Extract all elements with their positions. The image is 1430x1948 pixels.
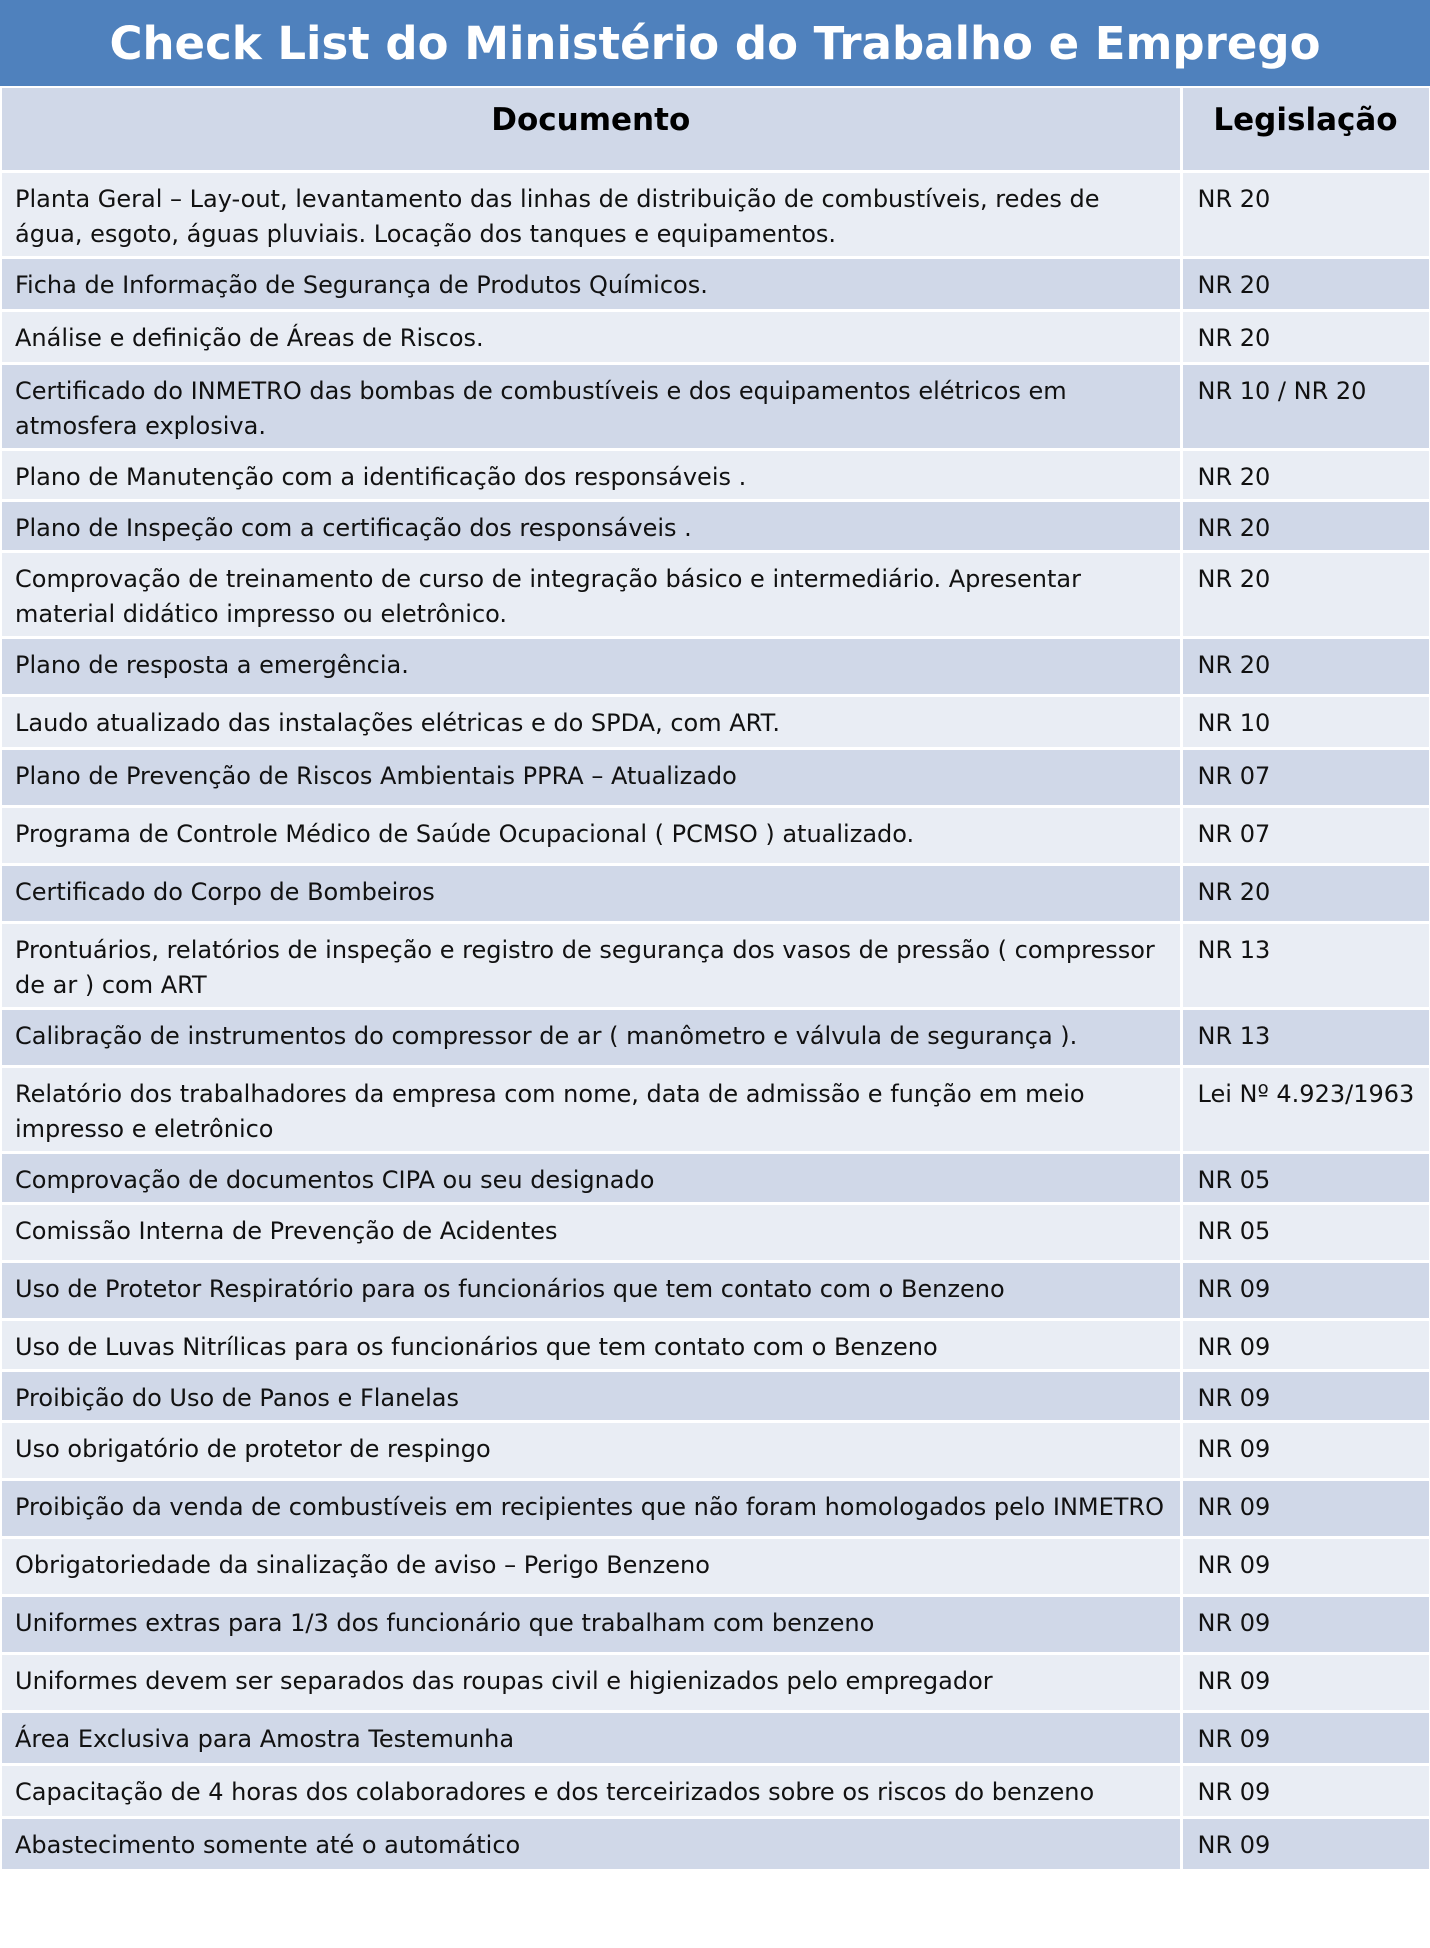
legislacao-cell: NR 10 / NR 20 [1181, 363, 1430, 449]
table-row [2, 363, 1430, 449]
documento-cell: Plano de resposta a emergência. [2, 637, 1181, 695]
documento-cell: Comprovação de documentos CIPA ou seu designado [2, 1152, 1181, 1203]
table-row [2, 1152, 1430, 1203]
legislacao-cell: NR 09 [1181, 1319, 1430, 1370]
table-row [2, 171, 1430, 257]
legislacao-cell: NR 20 [1181, 637, 1430, 695]
documento-cell: Capacitação de 4 horas dos colaboradores e dos terceirizados sobre os riscos do benzeno [2, 1764, 1181, 1817]
table-row [2, 1008, 1430, 1066]
documento-cell: Uso obrigatório de protetor de respingo [2, 1421, 1181, 1479]
documento-cell: Comissão Interna de Prevenção de Acidentes [2, 1203, 1181, 1261]
legislacao-cell: NR 20 [1181, 310, 1430, 363]
documento-cell: Proibição do Uso de Panos e Flanelas [2, 1370, 1181, 1421]
legislacao-cell: NR 09 [1181, 1479, 1430, 1537]
table-row [2, 1764, 1430, 1817]
legislacao-cell: NR 09 [1181, 1537, 1430, 1595]
documento-cell: Certificado do INMETRO das bombas de combustíveis e dos equipamentos elétricos em atmosfera explosiva. [2, 363, 1181, 449]
documento-cell: Comprovação de treinamento de curso de integração básico e intermediário. Apresentar material didático impresso ou eletrônico. [2, 551, 1181, 637]
documento-cell: Uso de Luvas Nitrílicas para os funcionários que tem contato com o Benzeno [2, 1319, 1181, 1370]
table-row [2, 637, 1430, 695]
table-row [2, 257, 1430, 310]
legislacao-cell: NR 20 [1181, 171, 1430, 257]
legislacao-cell: NR 09 [1181, 1653, 1430, 1711]
legislacao-cell: NR 20 [1181, 257, 1430, 310]
documento-cell: Análise e definição de Áreas de Riscos. [2, 310, 1181, 363]
legislacao-cell: NR 07 [1181, 748, 1430, 806]
column-header-documento: Documento [2, 88, 1181, 171]
column-header-legislacao: Legislação [1181, 88, 1430, 171]
documento-cell: Uniformes extras para 1/3 dos funcionário que trabalham com benzeno [2, 1595, 1181, 1653]
table-row [2, 1370, 1430, 1421]
documento-cell: Plano de Prevenção de Riscos Ambientais PPRA – Atualizado [2, 748, 1181, 806]
legislacao-cell: NR 05 [1181, 1203, 1430, 1261]
documento-cell: Prontuários, relatórios de inspeção e registro de segurança dos vasos de pressão ( compressor de ar ) com ART [2, 922, 1181, 1008]
table-row [2, 748, 1430, 806]
table-row [2, 1421, 1430, 1479]
table-row [2, 500, 1430, 551]
table-row [2, 864, 1430, 922]
legislacao-cell: NR 20 [1181, 864, 1430, 922]
documento-cell: Planta Geral – Lay-out, levantamento das linhas de distribuição de combustíveis, redes de água, esgoto, águas pluviais. Locação dos tanques e equipamentos. [2, 171, 1181, 257]
table-row [2, 1817, 1430, 1870]
documento-cell: Programa de Controle Médico de Saúde Ocupacional ( PCMSO ) atualizado. [2, 806, 1181, 864]
table-row [2, 449, 1430, 500]
table-row [2, 1595, 1430, 1653]
legislacao-cell: Lei Nº 4.923/1963 [1181, 1066, 1430, 1152]
documento-cell: Área Exclusiva para Amostra Testemunha [2, 1711, 1181, 1764]
table-row [2, 1653, 1430, 1711]
legislacao-cell: NR 13 [1181, 922, 1430, 1008]
documento-cell: Plano de Inspeção com a certificação dos responsáveis . [2, 500, 1181, 551]
table-row [2, 551, 1430, 637]
documento-cell: Abastecimento somente até o automático [2, 1817, 1181, 1870]
documento-cell: Plano de Manutenção com a identificação dos responsáveis . [2, 449, 1181, 500]
legislacao-cell: NR 13 [1181, 1008, 1430, 1066]
table-row [2, 922, 1430, 1008]
documento-cell: Obrigatoriedade da sinalização de aviso – Perigo Benzeno [2, 1537, 1181, 1595]
legislacao-cell: NR 05 [1181, 1152, 1430, 1203]
table-row [2, 1479, 1430, 1537]
legislacao-cell: NR 09 [1181, 1421, 1430, 1479]
documento-cell: Ficha de Informação de Segurança de Produtos Químicos. [2, 257, 1181, 310]
documento-cell: Laudo atualizado das instalações elétricas e do SPDA, com ART. [2, 695, 1181, 748]
documento-cell: Uso de Protetor Respiratório para os funcionários que tem contato com o Benzeno [2, 1261, 1181, 1319]
table-row [2, 1537, 1430, 1595]
legislacao-cell: NR 20 [1181, 551, 1430, 637]
legislacao-cell: NR 10 [1181, 695, 1430, 748]
documento-cell: Uniformes devem ser separados das roupas civil e higienizados pelo empregador [2, 1653, 1181, 1711]
table-row [2, 1711, 1430, 1764]
table-row [2, 310, 1430, 363]
table-row [2, 806, 1430, 864]
legislacao-cell: NR 20 [1181, 500, 1430, 551]
page-title: Check List do Ministério do Trabalho e Emprego [0, 0, 1430, 86]
legislacao-cell: NR 07 [1181, 806, 1430, 864]
documento-cell: Calibração de instrumentos do compressor de ar ( manômetro e válvula de segurança ). [2, 1008, 1181, 1066]
legislacao-cell: NR 09 [1181, 1370, 1430, 1421]
documento-cell: Certificado do Corpo de Bombeiros [2, 864, 1181, 922]
legislacao-cell: NR 09 [1181, 1764, 1430, 1817]
documento-cell: Proibição da venda de combustíveis em recipientes que não foram homologados pelo INMETRO [2, 1479, 1181, 1537]
legislacao-cell: NR 09 [1181, 1817, 1430, 1870]
legislacao-cell: NR 20 [1181, 449, 1430, 500]
checklist-table [2, 88, 1430, 1872]
table-row [2, 1203, 1430, 1261]
table-row [2, 695, 1430, 748]
table-row [2, 1319, 1430, 1370]
legislacao-cell: NR 09 [1181, 1595, 1430, 1653]
table-row [2, 1261, 1430, 1319]
legislacao-cell: NR 09 [1181, 1711, 1430, 1764]
legislacao-cell: NR 09 [1181, 1261, 1430, 1319]
documento-cell: Relatório dos trabalhadores da empresa com nome, data de admissão e função em meio impresso e eletrônico [2, 1066, 1181, 1152]
header-row [2, 88, 1430, 171]
table-row [2, 1066, 1430, 1152]
